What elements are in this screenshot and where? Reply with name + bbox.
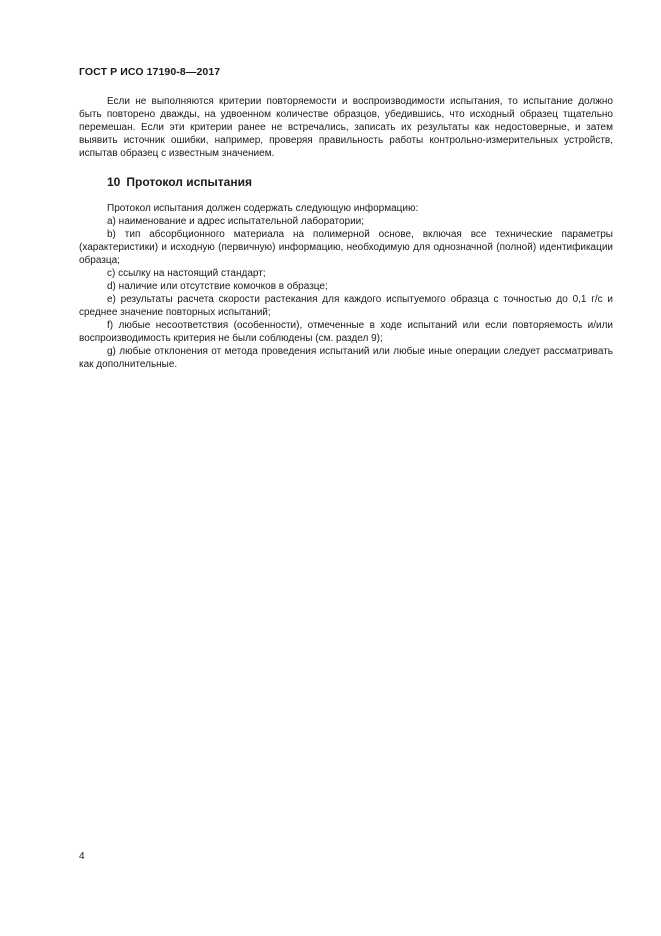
list-item-b: b) тип абсорбционного материала на полимерной основе, включая все технические параметры (характеристики) и исходную (первичную) информацию, необходимую для однозначной (полной) идентификации образца; <box>79 229 613 266</box>
list-item-g: g) любые отклонения от метода проведения испытаний или любые иные операции следует рассматривать как дополнительные. <box>79 346 613 370</box>
section-heading <box>107 175 252 189</box>
list-item-f: f) любые несоответствия (особенности), отмеченные в ходе испытаний или если повторяемость и/или воспроизводимость критерия не были соблюдены (см. раздел 9); <box>79 320 613 344</box>
intro-paragraph-block <box>79 95 613 160</box>
list-item-c: c) ссылку на настоящий стандарт; <box>107 268 266 279</box>
list-item-e: e) результаты расчета скорости растекания для каждого испытуемого образца с точностью до 0,1 г/с и среднее значение повторных испытаний; <box>79 294 613 318</box>
section-title: Протокол испытания <box>126 175 252 189</box>
intro-paragraph: Если не выполняются критерии повторяемости и воспроизводимости испытания, то испытание должно быть повторено дважды, на удвоенном количестве образцов, убедившись, что исходный образец тщательно перемешан. Если эти критерии ранее не встречались, записать их результаты как недостоверные, и затем выявить источник ошибки, например, проверяя правильность работы контрольно-измерительных устройств, испытав образец с известным значением. <box>79 96 613 159</box>
page-number: 4 <box>79 851 85 862</box>
section-number: 10 <box>107 175 121 189</box>
list-item-d: d) наличие или отсутствие комочков в образце; <box>107 281 328 292</box>
document-header: ГОСТ Р ИСО 17190-8—2017 <box>79 66 221 78</box>
list-item-a: a) наименование и адрес испытательной лаборатории; <box>107 216 365 227</box>
report-contents-list <box>79 202 613 371</box>
report-lead-text: Протокол испытания должен содержать следующую информацию: <box>107 203 419 214</box>
